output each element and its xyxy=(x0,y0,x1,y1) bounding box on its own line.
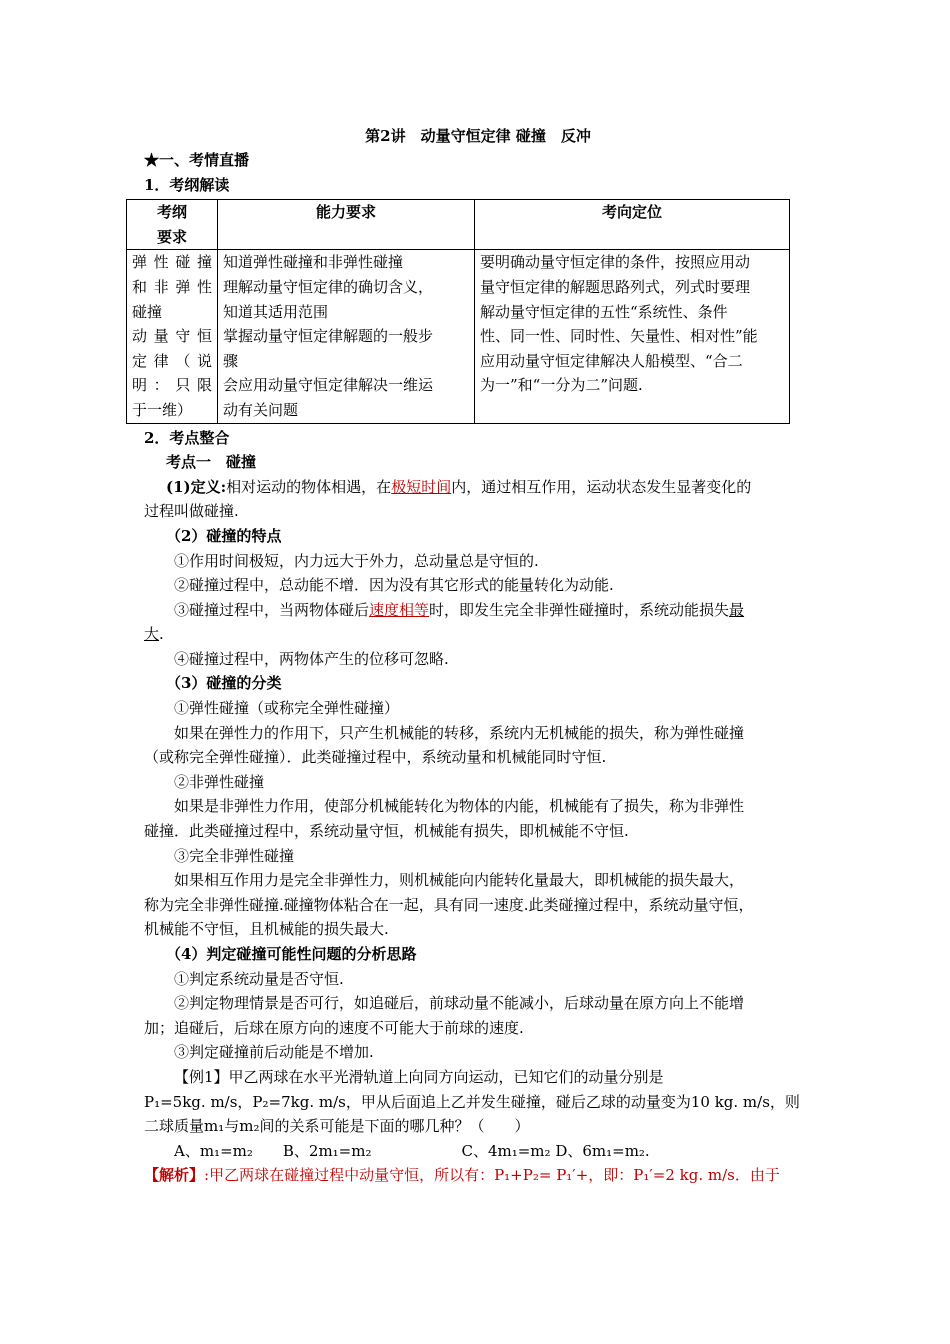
definition-label: (1)定义: xyxy=(166,477,227,496)
table-header-text: 要求 xyxy=(156,227,187,246)
judge-item: ①判定系统动量是否守恒. xyxy=(174,969,344,988)
definition-text: 内，通过相互作用，运动状态发生显著变化的 xyxy=(451,477,752,496)
underlined-text: 大 xyxy=(144,625,160,644)
cell-line: 弹性碰撞 xyxy=(132,253,212,272)
feature-item xyxy=(144,598,812,623)
example-text: 【例1】甲乙两球在水平光滑轨道上向同方向运动，已知它们的动量分别是 xyxy=(174,1067,664,1086)
feature-text: ③碰撞过程中，当两物体碰后 xyxy=(174,600,370,619)
class-text: 如果是非弹性力作用，使部分机械能转化为物体的内能，机械能有了损失，称为非弹性 xyxy=(174,797,745,816)
example-text: 二球质量m₁与m₂间的关系可能是下面的哪几种？（ ） xyxy=(144,1117,530,1136)
feature-text: 时，即发生完全非弹性碰撞时，系统动能损失 xyxy=(429,600,730,619)
table-header-text: 考纲 xyxy=(156,203,187,222)
table-header-cell: 能力要求 xyxy=(218,200,475,250)
cell-line: 量守恒定律的解题思路列式，列式时要理 xyxy=(480,277,751,296)
cell-line: 定律（说 xyxy=(132,351,212,370)
cell-line: 于一维） xyxy=(132,400,193,419)
analysis-text: :甲乙两球在碰撞过程中动量守恒，所以有：P₁+P₂= P₁′+，即：P₁′=2 kg. m/s．由于 xyxy=(204,1166,780,1185)
cell-line: 动有关问题 xyxy=(223,400,299,419)
cell-line: 和非弹性 xyxy=(132,277,212,296)
cell-line: 骤 xyxy=(223,351,239,370)
classes-heading: （3）碰撞的分类 xyxy=(166,674,282,693)
definition-line xyxy=(144,475,812,500)
feature-text: . xyxy=(159,625,164,644)
cell-line: 掌握动量守恒定律解题的一般步 xyxy=(223,327,434,346)
example-options: A、m₁=m₂ B、2m₁=m₂ C、4m₁=m₂ D、6m₁=m₂. xyxy=(174,1141,650,1160)
judge-heading: （4）判定碰撞可能性问题的分析思路 xyxy=(166,945,417,963)
underlined-text: 最 xyxy=(729,600,745,619)
cell-line: 应用动量守恒定律解决人船模型、“合二 xyxy=(480,351,743,370)
cell-line: 要明确动量守恒定律的条件，按照应用动 xyxy=(480,253,751,272)
cell-line: 动量守恒 xyxy=(132,327,212,346)
judge-item: ②判定物理情景是否可行，如追碰后，前球动量不能减小，后球动量在原方向上不能增 xyxy=(174,994,745,1013)
cell-line: 解动量守恒定律的五性“系统性、条件 xyxy=(480,302,728,321)
cell-line: 明：只限 xyxy=(132,376,212,395)
point-heading: 考点一 碰撞 xyxy=(166,453,257,472)
definition-text: 相对运动的物体相遇，在 xyxy=(226,477,392,496)
class-title: ②非弹性碰撞 xyxy=(174,772,265,791)
section-heading: ★一、考情直播 xyxy=(144,151,250,169)
cell-line: 为一”和“一分为二”问题. xyxy=(480,376,643,395)
cell-line: 理解动量守恒定律的确切含义， xyxy=(223,277,434,296)
table-cell-direction xyxy=(475,250,790,423)
feature-item: ④碰撞过程中，两物体产生的位移可忽略. xyxy=(174,649,449,668)
class-title: ①弹性碰撞（或称完全弹性碰撞） xyxy=(174,699,400,718)
class-text: 如果在弹性力的作用下，只产生机械能的转移，系统内无机械能的损失，称为弹性碰撞 xyxy=(174,723,745,742)
class-text: 碰撞．此类碰撞过程中，系统动量守恒，机械能有损失，即机械能不守恒. xyxy=(144,822,629,841)
cell-line: 知道其适用范围 xyxy=(223,302,329,321)
table-header-cell xyxy=(127,200,218,250)
analysis-label: 【解析】 xyxy=(144,1166,205,1185)
judge-item: ③判定碰撞前后动能是不增加. xyxy=(174,1043,374,1062)
class-text: 机械能不守恒，且机械能的损失最大. xyxy=(144,920,389,939)
highlight-text: 速度相等 xyxy=(369,600,430,619)
class-text: 称为完全非弹性碰撞.碰撞物体粘合在一起，具有同一速度.此类碰撞过程中，系统动量守恒， xyxy=(144,895,754,914)
definition-line: 过程叫做碰撞. xyxy=(144,502,239,521)
table-header-row xyxy=(127,200,790,250)
table-header-cell: 考向定位 xyxy=(475,200,790,250)
class-text: 如果相互作用力是完全非弹性力，则机械能向内能转化量最大，即机械能的损失最大， xyxy=(174,871,745,890)
highlight-text: 极短时间 xyxy=(391,477,452,496)
feature-item: ②碰撞过程中，总动能不增．因为没有其它形式的能量转化为动能. xyxy=(174,576,614,595)
page-title: 第2讲 动量守恒定律 碰撞 反冲 xyxy=(365,127,591,145)
subsection-heading: 1．考纲解读 xyxy=(144,175,230,194)
feature-item: ①作用时间极短，内力远大于外力，总动量总是守恒的. xyxy=(174,551,539,570)
cell-line: 知道弹性碰撞和非弹性碰撞 xyxy=(223,253,404,272)
table-cell-ability xyxy=(218,250,475,423)
judge-item: 加；追碰后，后球在原方向的速度不可能大于前球的速度. xyxy=(144,1018,524,1037)
cell-line: 会应用动量守恒定律解决一维运 xyxy=(223,376,434,395)
feature-item-continued xyxy=(144,622,812,647)
table-row xyxy=(127,250,790,423)
cell-line: 性、同一性、同时性、矢量性、相对性”能 xyxy=(480,327,758,346)
cell-line: 碰撞 xyxy=(132,302,163,321)
features-heading: （2）碰撞的特点 xyxy=(166,526,282,545)
subsection-heading: 2．考点整合 xyxy=(144,428,230,447)
class-title: ③完全非弹性碰撞 xyxy=(174,846,295,865)
analysis-line xyxy=(144,1163,812,1188)
syllabus-table xyxy=(126,199,790,423)
example-text: P₁=5kg. m/s，P₂=7kg. m/s，甲从后面追上乙并发生碰撞，碰后乙球的动量变为10 kg. m/s，则 xyxy=(144,1092,800,1111)
document-page xyxy=(132,118,812,1188)
table-cell-syllabus xyxy=(127,250,218,423)
class-text: （或称完全弹性碰撞）．此类碰撞过程中，系统动量和机械能同时守恒. xyxy=(144,748,607,767)
